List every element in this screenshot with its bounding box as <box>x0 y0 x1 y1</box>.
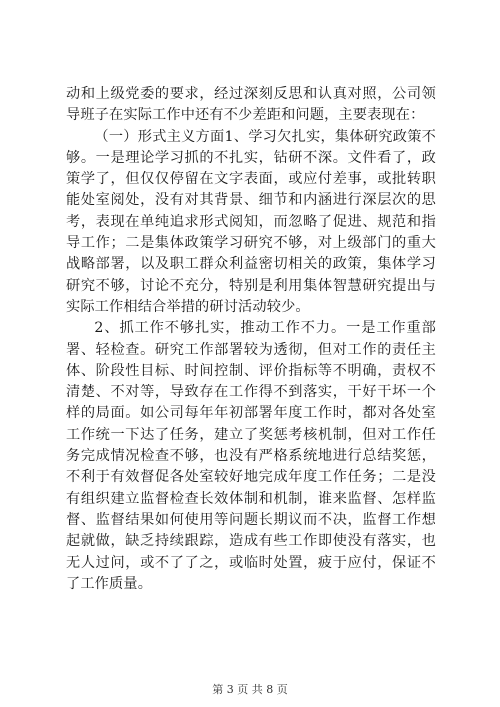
body-text <box>66 84 436 595</box>
page-number-footer: 第 3 页 共 8 页 <box>212 683 288 696</box>
paragraph-intro-continuation: 动和上级党委的要求，经过深刻反思和认真对照，公司领导班子在实际工作中还有不少差距和问题，主要表现在： <box>66 86 436 124</box>
paragraph-work-implementation: 2、抓工作不够扎实，推动工作不力。一是工作重部署、轻检查。研究工作部署较为透彻，但对工作的责任主体、阶段性目标、时间控制、评价指标等不明确，责权不清楚、不对等，导致存在工作得不到落实，干好干坏一个样的局面。如公司每年年初部署年度工作时，都对各处室工作统一下达了任务，建立了奖惩考核机制，但对工作任务完成情况检查不够，也没有严格系统地进行总结奖惩，不利于有效督促各处室较好地完成年度工作任务；二是没有组织建立监督检查长效体制和机制，谁来监督、怎样监督、监督结果如何使用等问题长期议而不决，监督工作想起就做，缺乏持续跟踪，造成有些工作即使没有落实，也无人过问，或不了了之，或临时处置，疲于应付，保证不了工作质量。 <box>66 320 436 592</box>
paragraph-formalism-study: （一）形式主义方面1、学习欠扎实，集体研究政策不够。一是理论学习抓的不扎实，钻研不深。文件看了，政策学了，但仅仅停留在文字表面，或应付差事，或批转职能处室阅处，没有对其背景、细节和内涵进行深层次的思考，表现在单纯追求形式阅知，而忽略了促进、规范和指导工作；二是集体政策学习研究不够，对上级部门的重大战略部署，以及职工群众利益密切相关的政策，集体学习研究不够，讨论不充分，特别是利用集体智慧研究提出与实际工作相结合举措的研讨活动较少。 <box>66 128 436 315</box>
